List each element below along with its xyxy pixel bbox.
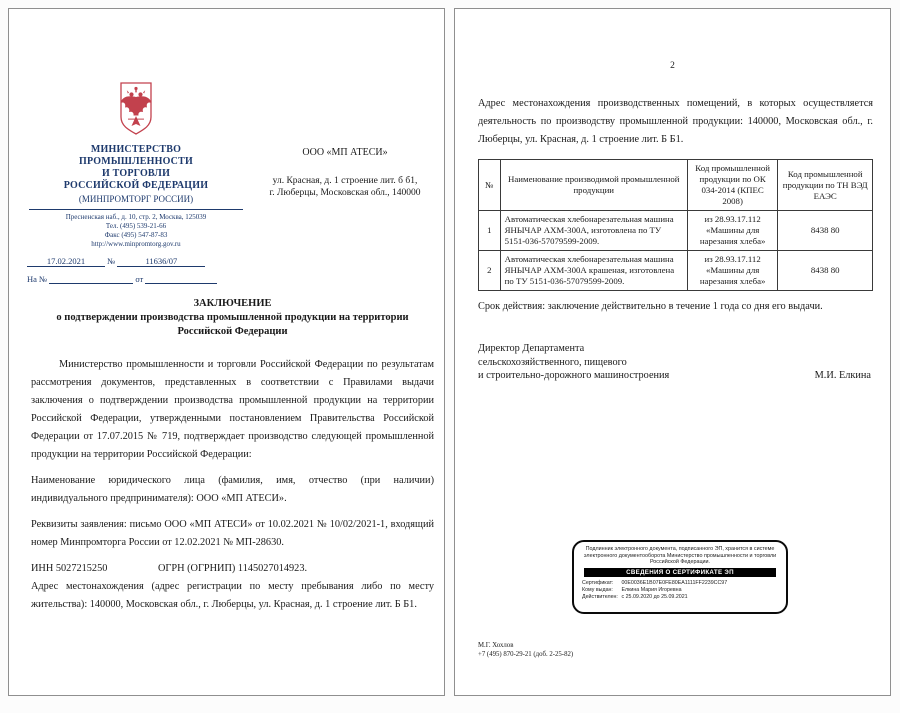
executor-name: М.Г. Хохлов xyxy=(478,642,514,649)
reference-line xyxy=(21,274,251,284)
table-header-row xyxy=(479,160,873,211)
page1-body-text xyxy=(31,356,434,622)
ministry-name-line-3: И ТОРГОВЛИ xyxy=(101,168,171,179)
document-title-line-1: ЗАКЛЮЧЕНИЕ xyxy=(193,298,272,309)
paragraph-address: Адрес местонахождения (адрес регистрации по месту пребывания либо по месту жительства): 140000, Московская обл., г. Люберцы, ул. Красная, д. 1 строение лит. Б Б1. xyxy=(31,581,434,610)
executor-contact-block xyxy=(478,642,573,659)
ministry-phone: Тел. (495) 539-21-66 xyxy=(105,222,167,230)
okp-code-cell: из 28.93.17.112 «Машины для нарезания хлеба» xyxy=(687,251,778,291)
header-number: № xyxy=(479,160,501,211)
reference-date-blank xyxy=(145,274,217,284)
table-row xyxy=(479,251,873,291)
ministry-name-line-4: РОССИЙСКОЙ ФЕДЕРАЦИИ xyxy=(63,180,209,191)
document-date: 17.02.2021 xyxy=(27,256,105,267)
header-okp-code: Код промышленной продукции по ОК 034-2014 (КПЕС 2008) xyxy=(687,160,778,211)
stamp-issued-value: Елкина Мария Игоревна xyxy=(621,587,682,594)
ministry-short-name: (МИНПРОМТОРГ РОССИИ) xyxy=(78,194,194,204)
stamp-certificate-bar: СВЕДЕНИЯ О СЕРТИФИКАТЕ ЭП xyxy=(584,568,776,578)
document-title xyxy=(31,297,434,339)
ministry-address: Пресненская наб., д. 10, стр. 2, Москва, 125039 xyxy=(65,213,207,221)
ogrn-value: ОГРН (ОГРНИП) 1145027014923. xyxy=(157,563,308,574)
document-page-2 xyxy=(454,8,891,696)
tnved-code-cell: 8438 80 xyxy=(778,211,873,251)
row-number-cell: 2 xyxy=(479,251,501,291)
tnved-code-cell: 8438 80 xyxy=(778,251,873,291)
row-number-cell: 1 xyxy=(479,211,501,251)
number-sign-label: № xyxy=(107,256,116,266)
document-page-1 xyxy=(8,8,445,696)
paragraph-premises: Адрес местонахождения производственных помещений, в которых осуществляется деятельность по производству промышленной продукции: 140000, Московская обл., г. Люберцы, ул. Красная, д. 1 строение лит. Б Б1. xyxy=(478,98,873,145)
document-title-line-2: о подтверждении производства промышленной продукции на территории xyxy=(56,312,409,323)
product-name-cell: Автоматическая хлебонарезательная машина ЯНЫЧАР АХМ-300А крашеная, изготовлена по ТУ 5151-036-57079599-2009. xyxy=(500,251,687,291)
table-row xyxy=(479,211,873,251)
document-number: 11636/07 xyxy=(117,256,205,267)
paragraph-main: Министерство промышленности и торговли Российской Федерации по результатам рассмотрения документов, представленных в соответствии с Правилами выдачи заключения о подтверждении производства промышленной продукции на территории Российской Федерации, утвержденными постановлением Правительства Российской Федерации от 17.07.2015 № 719, подтверждает производство следующей промышленной продукции на территории Российской Федерации: xyxy=(31,359,434,460)
ministry-website: http://www.minpromtorg.gov.ru xyxy=(91,240,181,248)
director-title-line-2: сельскохозяйственного, пищевого xyxy=(478,356,627,368)
executor-phone: +7 (495) 870-29-21 (доб. 2-25-82) xyxy=(478,650,574,658)
signature-block xyxy=(478,342,873,383)
letterhead-divider xyxy=(29,209,243,210)
recipient-name: ООО «МП АТЕСИ» xyxy=(302,147,388,158)
recipient-address-line-2: г. Люберцы, Московская обл., 140000 xyxy=(269,188,421,198)
stamp-validity-label: Действителен: xyxy=(582,594,618,601)
reference-number-blank xyxy=(49,274,133,284)
stamp-validity-value: с 25.09.2020 до 25.09.2021 xyxy=(621,594,688,601)
paragraph-entity: Наименование юридического лица (фамилия, имя, отчество (при наличии) индивидуального предпринимателя): ООО «МП АТЕСИ». xyxy=(31,475,434,504)
ministry-fax: Факс (495) 547-87-83 xyxy=(104,231,168,239)
ministry-letterhead xyxy=(21,81,251,284)
recipient-address-line-1: ул. Красная, д. 1 строение лит. б б1, xyxy=(272,176,418,186)
paragraph-request: Реквизиты заявления: письмо ООО «МП АТЕСИ» от 10.02.2021 № 10/02/2021-1, входящий номер Минпромторга России от 12.02.2021 № МП-28630. xyxy=(31,519,434,548)
stamp-validity-line xyxy=(582,594,778,601)
products-table xyxy=(478,159,873,291)
stamp-certificate-value: 00E0036E1B07E0FE80EA1111FF2239CC97 xyxy=(621,580,728,587)
russia-coat-of-arms-icon xyxy=(116,81,156,139)
header-tnved-code: Код промышленной продукции по ТН ВЭД ЕАЭС xyxy=(778,160,873,211)
director-title-line-3: и строительно-дорожного машиностроения xyxy=(478,370,670,381)
stamp-issued-label: Кому выдан: xyxy=(582,587,613,594)
header-product-name: Наименование производимой промышленной продукции xyxy=(500,160,687,211)
ministry-name-line-1: МИНИСТЕРСТВО xyxy=(90,144,182,155)
inn-ogrn-line xyxy=(31,560,434,578)
director-title-line-1: Директор Департамента xyxy=(478,343,585,354)
document-date-line xyxy=(21,256,251,267)
director-name: М.И. Елкина xyxy=(814,370,871,381)
okp-code-cell: из 28.93.17.112 «Машины для нарезания хлеба» xyxy=(687,211,778,251)
document-title-line-3: Российской Федерации xyxy=(177,326,288,337)
reference-from-label: от xyxy=(135,274,144,284)
recipient-block xyxy=(249,147,441,199)
page2-body xyxy=(478,95,873,383)
ministry-name-line-2: ПРОМЫШЛЕННОСТИ xyxy=(79,156,193,167)
page-number: 2 xyxy=(670,61,675,71)
stamp-certificate-line xyxy=(582,580,778,587)
validity-statement: Срок действия: заключение действительно в течение 1 года со дня его выдачи. xyxy=(478,301,823,312)
electronic-signature-stamp xyxy=(572,540,788,614)
product-name-cell: Автоматическая хлебонарезательная машина ЯНЫЧАР АХМ-300А, изготовлена по ТУ 5151-036-57079599-2009. xyxy=(500,211,687,251)
inn-value: ИНН 5027215250 xyxy=(31,563,108,574)
reference-number-label: На № xyxy=(27,274,48,284)
stamp-certificate-label: Сертификат: xyxy=(582,580,614,587)
stamp-notice-text: Подлинник электронного документа, подписанного ЭП, хранится в системе электронного документооборота Министерство промышленности и торговли Российской Федерации. xyxy=(583,546,777,566)
